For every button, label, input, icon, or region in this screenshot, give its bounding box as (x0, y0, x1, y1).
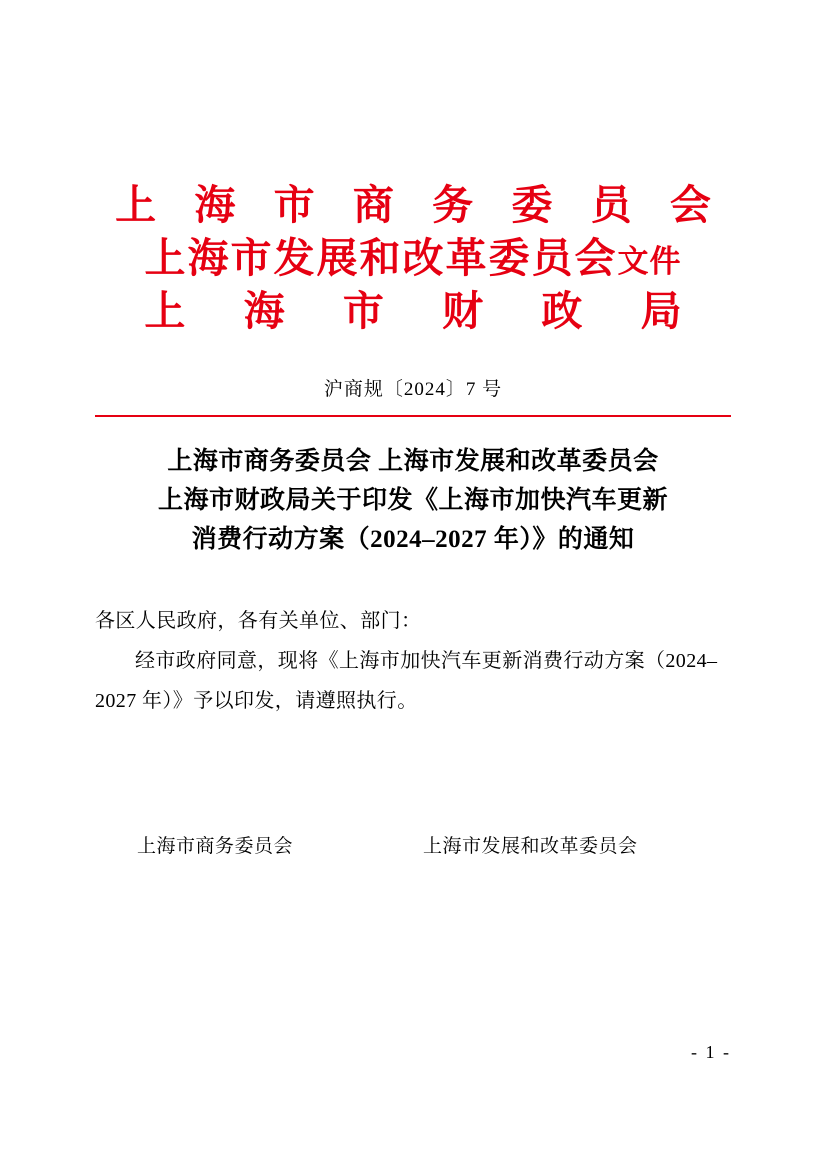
title-line-2: 上海市财政局关于印发《上海市加快汽车更新 (157, 486, 668, 514)
salutation: 各区人民政府，各有关单位、部门： (95, 610, 422, 633)
letterhead-line-2 (95, 235, 731, 281)
signature-block (95, 831, 731, 858)
letterhead-line-1: 上 海 市 商 务 委 员 会 (115, 182, 725, 228)
letterhead-line-2-main: 上海市发展和改革委员会 (144, 235, 618, 281)
document-title (95, 443, 731, 559)
title-line-1: 上海市商务委员会 上海市发展和改革委员会 (167, 448, 659, 475)
title-line-3: 消费行动方案（2024–2027 年）》的通知 (191, 525, 635, 553)
letterhead-line-3: 上 海 市 财 政 局 (144, 288, 706, 334)
letterhead-line-2-suffix: 文件 (617, 244, 682, 279)
document-number: 沪商规〔2024〕7 号 (323, 379, 503, 400)
red-divider-rule (95, 415, 731, 417)
signature-left: 上海市商务委员会 (137, 836, 294, 858)
letterhead (95, 0, 731, 332)
document-number-block (95, 374, 731, 417)
signature-right: 上海市发展和改革委员会 (423, 836, 638, 858)
document-body (95, 601, 731, 721)
body-paragraph-1: 经市政府同意，现将《上海市加快汽车更新消费行动方案（2024–2027 年）》予以印发，请遵照执行。 (95, 650, 718, 713)
page-number: - 1 - (691, 1042, 731, 1062)
